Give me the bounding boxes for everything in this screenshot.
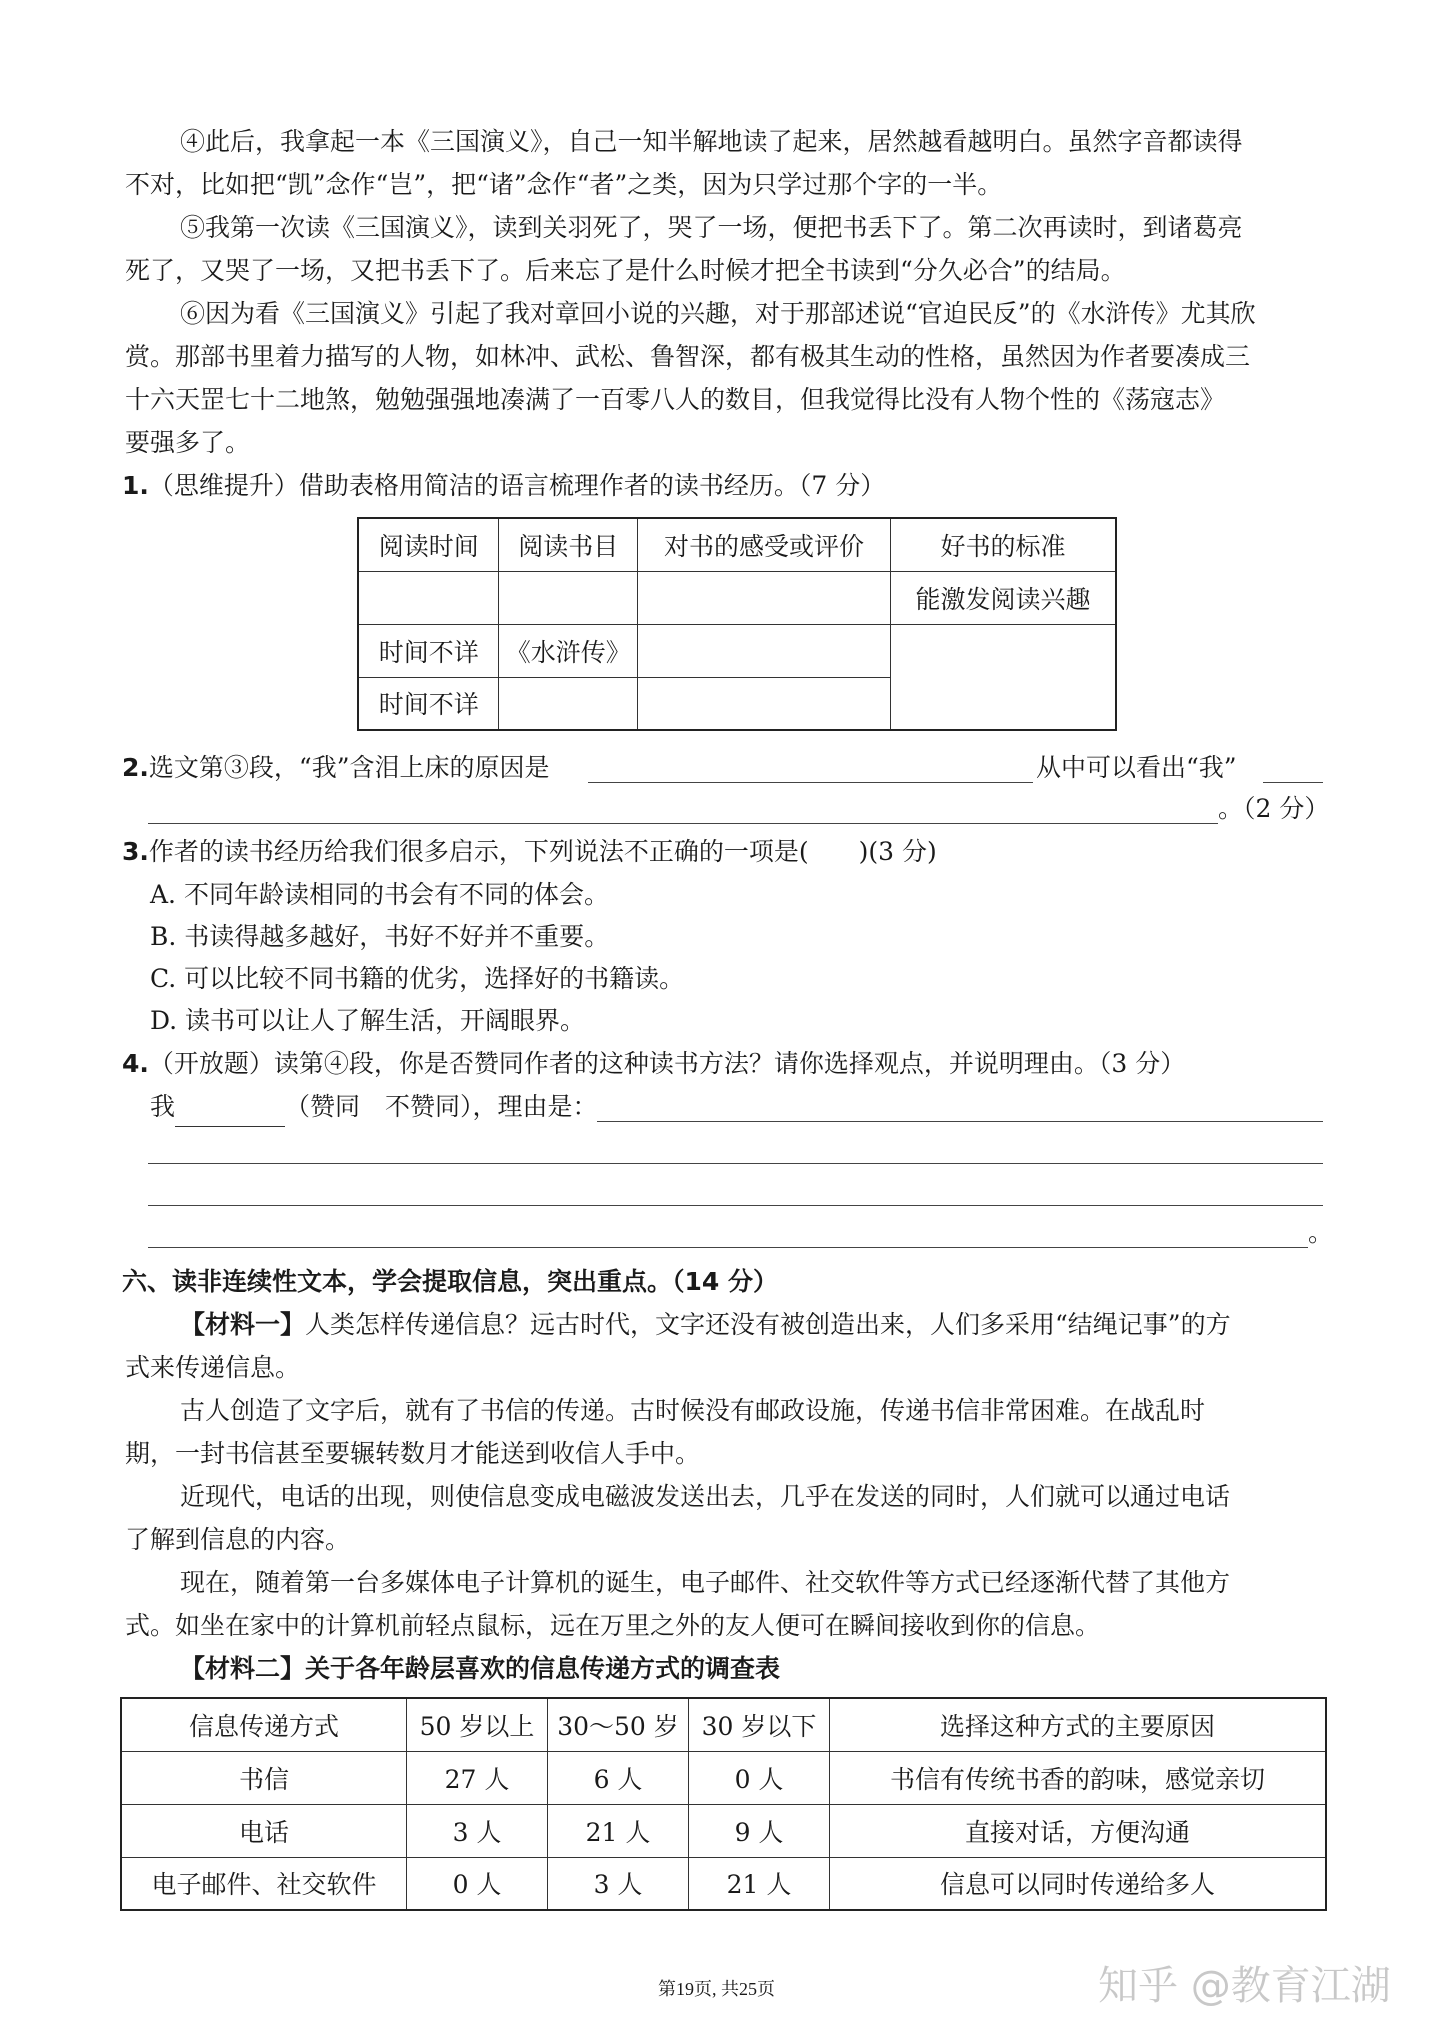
count-cell: 21 人 <box>548 1804 689 1857</box>
question-4-answer-line <box>150 1087 598 1127</box>
material-1-line-5: 近现代，电话的出现，则使信息变成电磁波发送出去，几乎在发送的同时，人们就可以通过电话 <box>180 1482 1231 1511</box>
header-method: 信息传递方式 <box>121 1698 407 1751</box>
answer-cell[interactable] <box>638 571 891 624</box>
question-4-end: 。 <box>1308 1218 1334 1247</box>
question-4 <box>122 1044 1185 1084</box>
standard-cell: 能激发阅读兴趣 <box>890 571 1116 624</box>
material-1-text: 人类怎样传递信息？远古时代，文字还没有被创造出来，人们多采用“结绳记事”的方 <box>305 1310 1231 1339</box>
material-1-label: 【材料一】 <box>180 1310 306 1339</box>
page-number: 第19页, 共25页 <box>658 1979 775 1999</box>
reason-blank[interactable] <box>597 1121 1323 1122</box>
table-row <box>358 571 1116 624</box>
count-cell: 6 人 <box>548 1751 689 1804</box>
opinion-choice: （赞同 不赞同），理由是： <box>285 1092 598 1121</box>
count-cell: 3 人 <box>407 1804 548 1857</box>
answer-cell[interactable] <box>638 677 891 730</box>
table-header-row <box>358 518 1116 571</box>
opinion-blank[interactable] <box>175 1096 285 1127</box>
method-cell: 电子邮件、社交软件 <box>121 1857 407 1910</box>
time-cell: 时间不详 <box>358 677 499 730</box>
answer-cell[interactable] <box>499 677 638 730</box>
question-1-text: （思维提升）借助表格用简洁的语言梳理作者的读书经历。（7 分） <box>148 471 886 500</box>
count-cell: 3 人 <box>548 1857 689 1910</box>
paragraph-6-line-3: 十六天罡七十二地煞，勉勉强强地凑满了一百零八人的数目，但我觉得比没有人物个性的《荡寇志》 <box>125 385 1226 414</box>
question-3-number: 3. <box>122 837 149 866</box>
answer-blank[interactable] <box>1263 782 1323 783</box>
question-1 <box>122 466 885 506</box>
count-cell: 0 人 <box>689 1751 830 1804</box>
header-reason: 选择这种方式的主要原因 <box>830 1698 1327 1751</box>
paragraph-5-line-1: ⑤我第一次读《三国演义》，读到关羽死了，哭了一场，便把书丢下了。第二次再读时，到诸葛亮 <box>180 213 1243 242</box>
header-feeling: 对书的感受或评价 <box>638 518 891 571</box>
header-30-50: 30～50 岁 <box>548 1698 689 1751</box>
answer-prefix: 我 <box>150 1092 176 1121</box>
question-1-number: 1. <box>122 471 149 500</box>
survey-table <box>120 1697 1327 1911</box>
book-cell: 《水浒传》 <box>499 624 638 677</box>
material-1-line-4: 期，一封书信甚至要辗转数月才能送到收信人手中。 <box>125 1439 701 1468</box>
answer-cell[interactable] <box>638 624 891 677</box>
reason-cell: 书信有传统书香的韵味，感觉亲切 <box>830 1751 1327 1804</box>
reason-blank[interactable] <box>148 1163 1323 1164</box>
question-3-text: 作者的读书经历给我们很多启示，下列说法不正确的一项是( )(3 分) <box>148 837 937 866</box>
material-1-line-6: 了解到信息的内容。 <box>125 1525 351 1554</box>
reading-experience-table <box>357 517 1117 731</box>
count-cell: 27 人 <box>407 1751 548 1804</box>
survey-header-row <box>121 1698 1326 1751</box>
material-1-line-7: 现在，随着第一台多媒体电子计算机的诞生，电子邮件、社交软件等方式已经逐渐代替了其他方 <box>180 1568 1231 1597</box>
header-standard: 好书的标准 <box>890 518 1116 571</box>
answer-cell[interactable] <box>358 571 499 624</box>
reason-blank[interactable] <box>148 1205 1323 1206</box>
question-2-text-part2: 从中可以看出“我” <box>1036 753 1237 782</box>
option-c[interactable]: C. 可以比较不同书籍的优劣，选择好的书籍读。 <box>150 964 685 993</box>
time-cell: 时间不详 <box>358 624 499 677</box>
header-book: 阅读书目 <box>499 518 638 571</box>
header-time: 阅读时间 <box>358 518 499 571</box>
count-cell: 0 人 <box>407 1857 548 1910</box>
paragraph-6-line-1: ⑥因为看《三国演义》引起了我对章回小说的兴趣，对于那部述说“官迫民反”的《水浒传》尤其欣 <box>180 299 1256 328</box>
watermark: 知乎 @教育江湖 <box>1098 1963 1391 2009</box>
count-cell: 9 人 <box>689 1804 830 1857</box>
reason-blank[interactable] <box>148 1247 1308 1248</box>
question-3 <box>122 832 937 872</box>
material-1-line-3: 古人创造了文字后，就有了书信的传递。古时候没有邮政设施，传递书信非常困难。在战乱时 <box>180 1396 1206 1425</box>
material-1-line-1 <box>180 1305 1231 1345</box>
table-row <box>358 624 1116 677</box>
material-1-line-8: 式。如坐在家中的计算机前轻点鼠标，远在万里之外的友人便可在瞬间接收到你的信息。 <box>125 1611 1101 1640</box>
header-over-50: 50 岁以上 <box>407 1698 548 1751</box>
table-row <box>121 1751 1326 1804</box>
section-6-title: 六、读非连续性文本，学会提取信息，突出重点。（14 分） <box>122 1267 778 1296</box>
reason-cell: 信息可以同时传递给多人 <box>830 1857 1327 1910</box>
option-a[interactable]: A. 不同年龄读相同的书会有不同的体会。 <box>150 880 609 909</box>
paragraph-4-line-2: 不对，比如把“凯”念作“岂”，把“诸”念作“者”之类，因为只学过那个字的一半。 <box>125 170 1003 199</box>
method-cell: 电话 <box>121 1804 407 1857</box>
answer-cell[interactable] <box>890 624 1116 730</box>
table-row <box>121 1804 1326 1857</box>
table-row <box>121 1857 1326 1910</box>
paragraph-4-line-1: ④此后，我拿起一本《三国演义》，自己一知半解地读了起来，居然越看越明白。虽然字音都读得 <box>180 127 1243 156</box>
paragraph-5-line-2: 死了，又哭了一场，又把书丢下了。后来忘了是什么时候才把全书读到“分久必合”的结局。 <box>125 256 1126 285</box>
paragraph-6-line-2: 赏。那部书里着力描写的人物，如林冲、武松、鲁智深，都有极其生动的性格，虽然因为作者要凑成三 <box>125 342 1251 371</box>
paragraph-6-line-4: 要强多了。 <box>125 428 251 457</box>
answer-cell[interactable] <box>499 571 638 624</box>
question-4-text: （开放题）读第④段，你是否赞同作者的这种读书方法？请你选择观点，并说明理由。（3 分） <box>148 1049 1186 1078</box>
option-d[interactable]: D. 读书可以让人了解生活，开阔眼界。 <box>150 1006 586 1035</box>
question-2-end: 。（2 分） <box>1218 794 1330 823</box>
material-2-title: 【材料二】关于各年龄层喜欢的信息传递方式的调查表 <box>180 1654 781 1683</box>
answer-blank[interactable] <box>148 823 1218 824</box>
question-4-number: 4. <box>122 1049 149 1078</box>
count-cell: 21 人 <box>689 1857 830 1910</box>
question-2-number: 2. <box>122 753 149 782</box>
answer-blank[interactable] <box>588 782 1033 783</box>
header-under-30: 30 岁以下 <box>689 1698 830 1751</box>
method-cell: 书信 <box>121 1751 407 1804</box>
question-2 <box>122 748 549 788</box>
material-1-line-2: 式来传递信息。 <box>125 1353 301 1382</box>
question-2-text-part1: 选文第③段，“我”含泪上床的原因是 <box>148 753 550 782</box>
option-b[interactable]: B. 书读得越多越好，书好不好并不重要。 <box>150 922 610 951</box>
reason-cell: 直接对话，方便沟通 <box>830 1804 1327 1857</box>
